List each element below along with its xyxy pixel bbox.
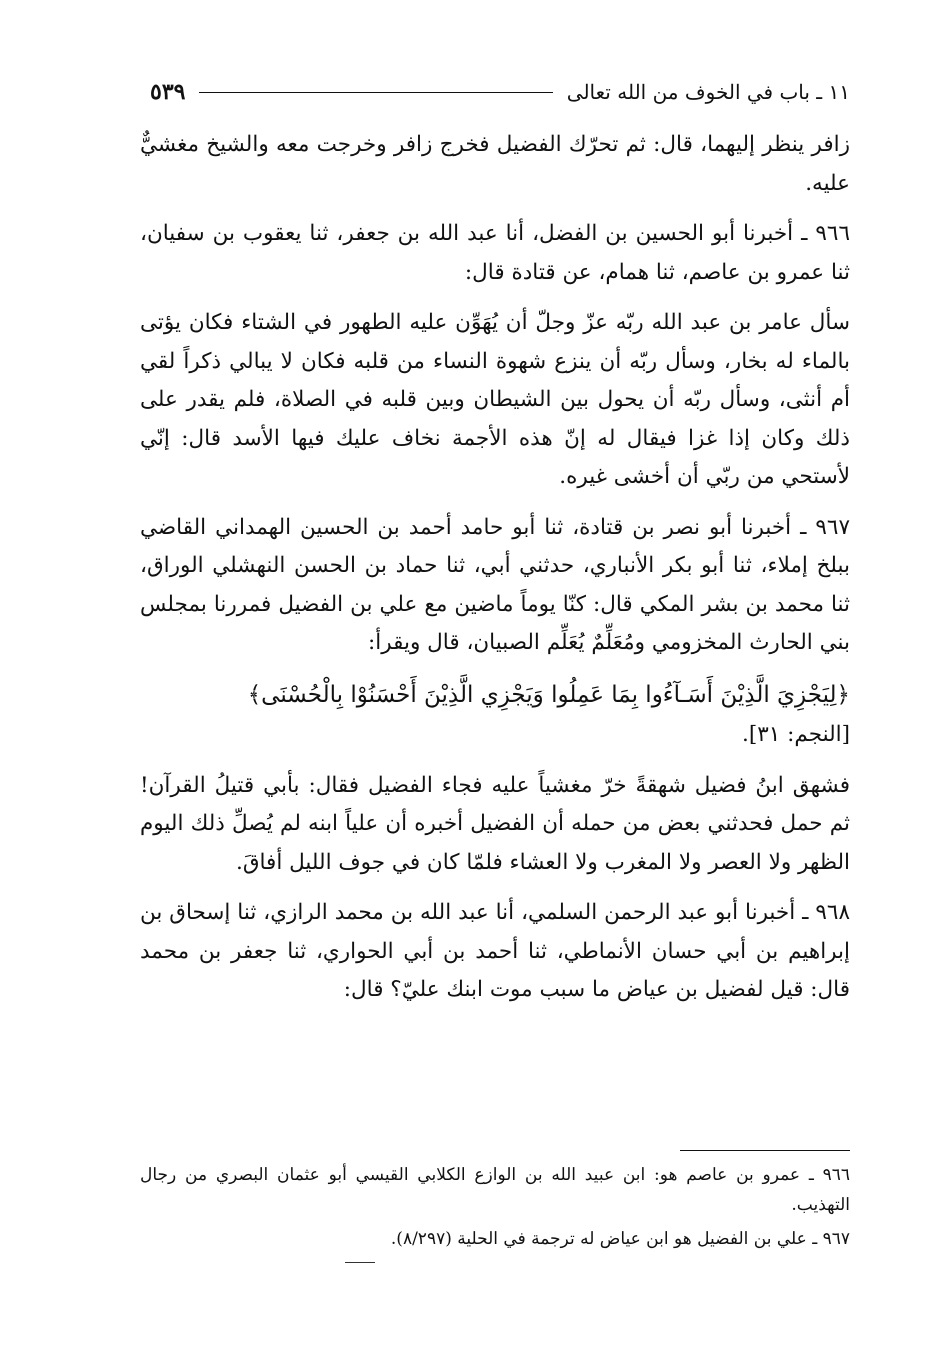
paragraph-hadith-968 xyxy=(140,894,850,1010)
footnotes xyxy=(140,1160,850,1258)
paragraph-continuation xyxy=(140,126,850,203)
verse-citation: [النجم: ٣١]. xyxy=(741,721,850,747)
paragraph-hadith-966-isnad xyxy=(140,215,850,292)
paragraph-text: زافر ينظر إليهما، قال: ثم تحرّك الفضيل فخرج زافر وخرجت معه والشيخ مغشيٌّ عليه. xyxy=(140,132,850,196)
page-number: ٥٣٩ xyxy=(150,79,186,105)
footnote-separator xyxy=(680,1150,850,1151)
paragraph-text: ٩٦٨ ـ أخبرنا أبو عبد الرحمن السلمي، أنا عبد الله بن محمد الرازي، ثنا إسحاق بن إبراهيم بن أبي حسان الأنماطي، ثنا أحمد بن أبي الحواري، ثنا جعفر بن محمد قال: قيل لفضيل بن عياض ما سبب موت ابنك عليّ؟ قال: xyxy=(140,900,850,1002)
page-header xyxy=(150,72,850,112)
main-text xyxy=(140,126,850,1022)
paragraph-hadith-967-cont xyxy=(140,767,850,883)
footnote-end-mark xyxy=(345,1262,375,1263)
verse-text: ﴿لِيَجْزِيَ الَّذِيْنَ أَسَـآءُوا بِمَا عَمِلُوا وَيَجْزِي الَّذِيْنَ أَحْسَنُوْا بِالْحُسْنَى﴾ xyxy=(247,681,850,708)
header-rule xyxy=(199,92,552,93)
footnote-966: ٩٦٦ ـ عمرو بن عاصم هو: ابن عبيد الله بن الوازع الكلابي القيسي أبو عثمان البصري من رجال التهذيب. xyxy=(140,1165,850,1215)
paragraph-text: ٩٦٧ ـ أخبرنا أبو نصر بن قتادة، ثنا أبو حامد أحمد بن الحسين الهمداني القاضي ببلخ إملاء، ثنا أبو بكر الأنباري، حدثني أبي، ثنا حماد بن الحسن النهشلي الوراق، ثنا محمد بن بشر المكي قال: كنّا يوماً ماضين مع علي بن الفضيل فمررنا بمجلس بني الحارث المخزومي ومُعَلِّمٌ يُعَلِّم الصبيان، قال ويقرأ: xyxy=(140,514,850,655)
running-title: ١١ ـ باب في الخوف من الله تعالى xyxy=(566,80,850,104)
footnote-967: ٩٦٧ ـ علي بن الفضيل هو ابن عياض له ترجمة في الحلية (٨/٢٩٧). xyxy=(390,1229,850,1249)
quran-verse xyxy=(140,675,850,755)
paragraph-text: سأل عامر بن عبد الله ربّه عزّ وجلّ أن يُهَوِّن عليه الطهور في الشتاء فكان يؤتى بالماء له بخار، وسأل ربّه أن ينزع شهوة النساء من قلبه فكان لا يبالي ذكراً لقي أم أنثى، وسأل ربّه أن يحول بين الشيطان وبين قلبه في الصلاة، فلم يقدر على ذلك وكان إذا غزا فيقال له إنّ هذه الأجمة نخاف عليك فيها الأسد قال: إنّي لأستحي من ربّي أن أخشى غيره. xyxy=(140,310,850,489)
paragraph-hadith-967 xyxy=(140,509,850,663)
paragraph-text: فشهق ابنُ فضيل شهقةً خرّ مغشياً عليه فجاء الفضيل فقال: بأبي قتيلُ القرآن! ثم حمل فحدثني بعض من حمله أن الفضيل أخبره أن علياً ابنه لم يُصلِّ ذلك اليوم الظهر ولا العصر ولا المغرب ولا العشاء فلمّا كان في جوف الليل أفاقَ. xyxy=(140,772,850,875)
paragraph-text: ٩٦٦ ـ أخبرنا أبو الحسين بن الفضل، أنا عبد الله بن جعفر، ثنا يعقوب بن سفيان، ثنا عمرو بن عاصم، ثنا همام، عن قتادة قال: xyxy=(140,221,850,285)
paragraph-hadith-966-matn xyxy=(140,304,850,497)
